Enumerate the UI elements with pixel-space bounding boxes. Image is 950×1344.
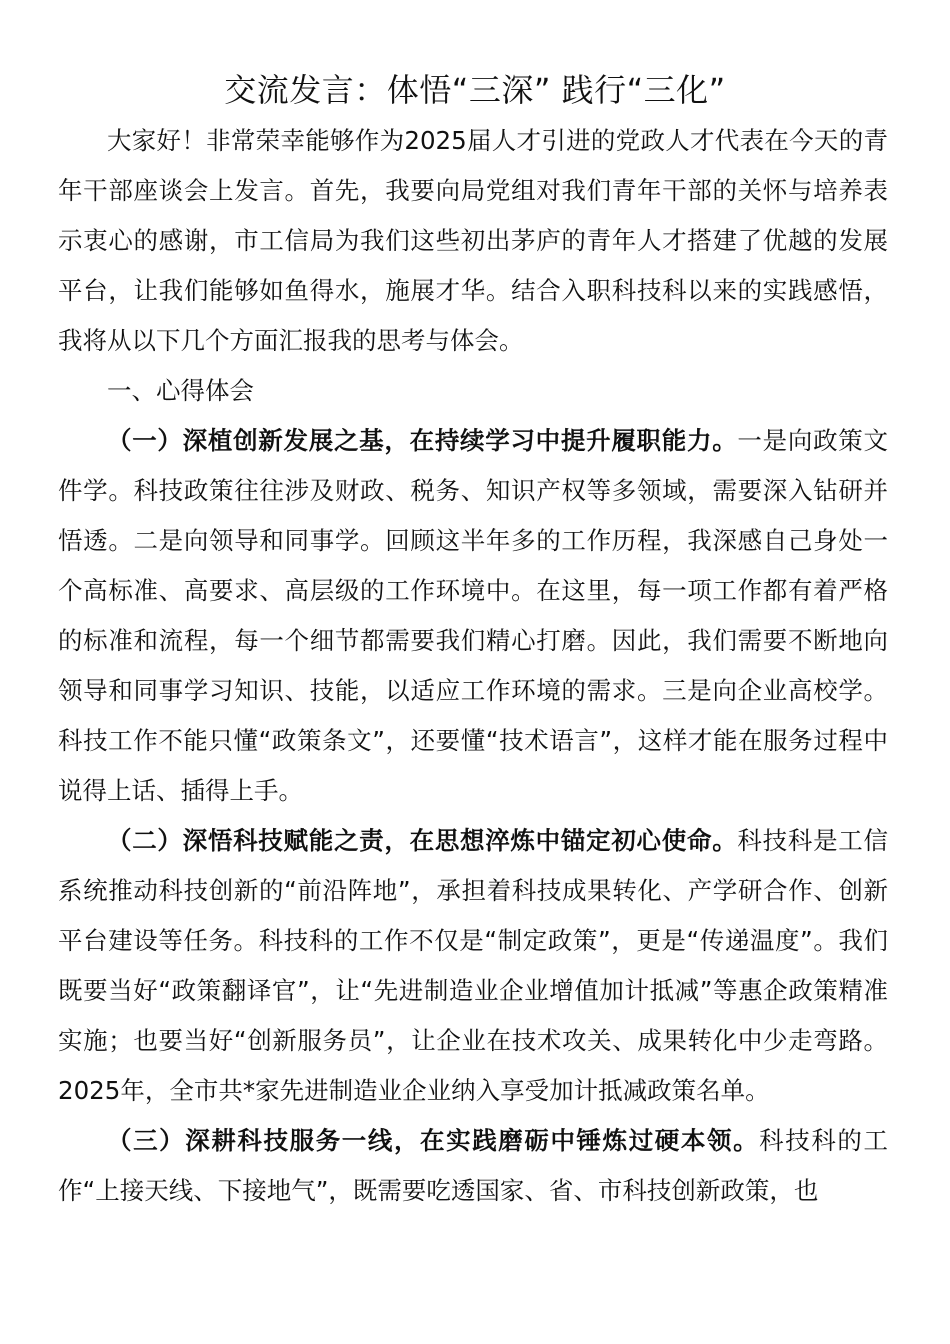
paragraph-item-3 — [58, 1116, 888, 1216]
item-3-lead: （三）深耕科技服务一线，在实践磨砺中锤炼过硬本领。 — [107, 1126, 760, 1155]
document-title: 交流发言：体悟“三深” 践行“三化” — [224, 71, 726, 109]
paragraph-item-2 — [58, 816, 888, 1116]
section-heading: 一、心得体会 — [107, 376, 254, 405]
item-2-lead: （二）深悟科技赋能之责，在思想淬炼中锚定初心使命。 — [107, 826, 738, 855]
document-body — [58, 116, 888, 1216]
paragraph-item-1 — [58, 416, 888, 816]
item-2-text: 科技科是工信系统推动科技创新的“前沿阵地”，承担着科技成果转化、产学研合作、创新平台建设等任务。科技科的工作不仅是“制定政策”，更是“传递温度”。我们既要当好“政策翻译官”，让“先进制造业企业增值加计抵减”等惠企政策精准实施；也要当好“创新服务员”，让企业在技术攻关、成果转化中少走弯路。2025年，全市共*家先进制造业企业纳入享受加计抵减政策名单。 — [58, 826, 889, 1105]
item-3-text: 科技科的工作“上接天线、下接地气”，既需要吃透国家、省、市科技创新政策，也 — [58, 1126, 889, 1205]
item-1-text: 一是向政策文件学。科技政策往往涉及财政、税务、知识产权等多领域，需要深入钻研并悟透。二是向领导和同事学。回顾这半年多的工作历程，我深感自己身处一个高标准、高要求、高层级的工作环境中。在这里，每一项工作都有着严格的标准和流程，每一个细节都需要我们精心打磨。因此，我们需要不断地向领导和同事学习知识、技能，以适应工作环境的需求。三是向企业高校学。科技工作不能只懂“政策条文”，还要懂“技术语言”，这样才能在服务过程中说得上话、插得上手。 — [58, 426, 889, 805]
item-1-lead: （一）深植创新发展之基，在持续学习中提升履职能力。 — [107, 426, 738, 455]
intro-paragraph: 大家好！非常荣幸能够作为2025届人才引进的党政人才代表在今天的青年干部座谈会上发言。首先，我要向局党组对我们青年干部的关怀与培养表示衷心的感谢，市工信局为我们这些初出茅庐的青年人才搭建了优越的发展平台，让我们能够如鱼得水，施展才华。结合入职科技科以来的实践感悟，我将从以下几个方面汇报我的思考与体会。 — [58, 126, 888, 355]
